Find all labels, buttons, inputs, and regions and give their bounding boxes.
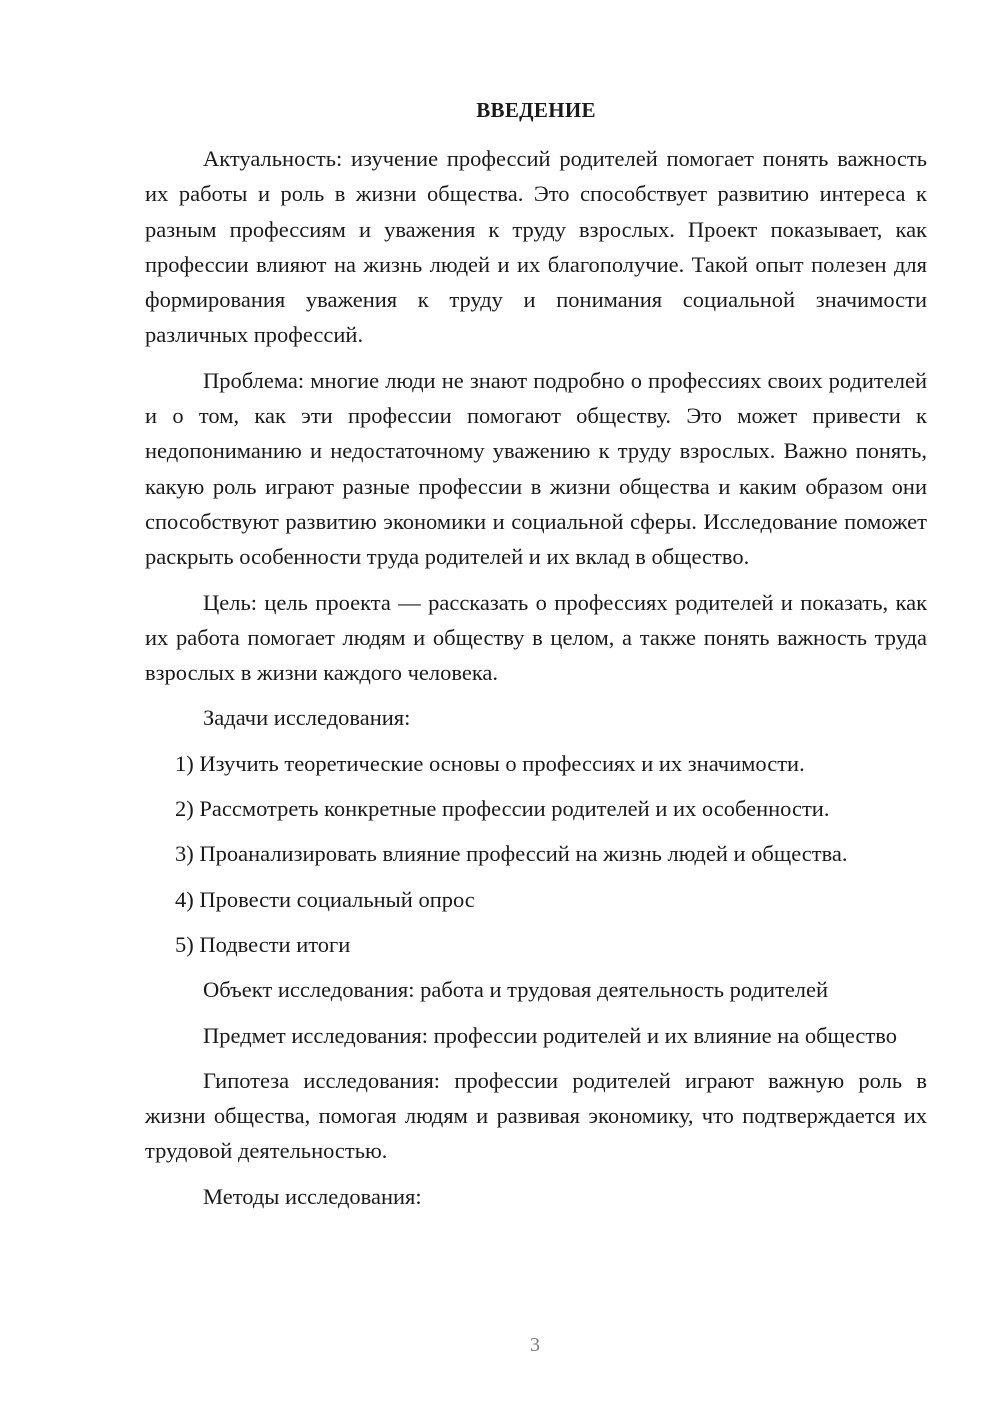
list-item: 4) Провести социальный опрос — [175, 886, 475, 912]
hypothesis-paragraph: Гипотеза исследования: профессии родителей играют важную роль в жизни общества, помогая людям и развивая экономику, что подтверждается их трудовой деятельностью. — [145, 1067, 927, 1164]
list-item: 3) Проанализировать влияние профессий на жизнь людей и общества. — [175, 841, 848, 867]
goal-paragraph: Цель: цель проекта — рассказать о профессиях родителей и показать, как их работа помогает людям и обществу в целом, а также понять важность труда взрослых в жизни каждого человека. — [145, 589, 927, 686]
problem-paragraph: Проблема: многие люди не знают подробно о профессиях своих родителей и о том, как эти профессии помогают обществу. Это может привести к недопониманию и недостаточному уважению к труду взрослых. Важно понять, какую роль играют разные профессии в жизни общества и каким образом они способствуют развитию экономики и социальной сферы. Исследование поможет раскрыть особенности труда родителей и их вклад в общество. — [145, 367, 927, 570]
subject-paragraph: Предмет исследования: профессии родителей и их влияние на общество — [203, 1022, 897, 1048]
tasks-heading: Задачи исследования: — [203, 705, 411, 731]
list-item: 1) Изучить теоретические основы о профессиях и их значимости. — [175, 750, 805, 776]
methods-heading: Методы исследования: — [203, 1183, 422, 1209]
document-page — [145, 96, 927, 1224]
section-title: ВВЕДЕНИЕ — [476, 98, 596, 122]
list-item: 2) Рассмотреть конкретные профессии родителей и их особенности. — [175, 796, 830, 822]
object-paragraph: Объект исследования: работа и трудовая деятельность родителей — [203, 977, 829, 1003]
page-number: 3 — [530, 1334, 540, 1356]
relevance-paragraph: Актуальность: изучение профессий родителей помогает понять важность их работы и роль в жизни общества. Это способствует развитию интереса к разным профессиям и уважения к труду взрослых. Проект показывает, как профессии влияют на жизнь людей и их благополучие. Такой опыт полезен для формирования уважения к труду и понимания социальной значимости различных профессий. — [145, 146, 927, 348]
list-item: 5) Подвести итоги — [175, 931, 351, 957]
tasks-list — [145, 746, 927, 962]
